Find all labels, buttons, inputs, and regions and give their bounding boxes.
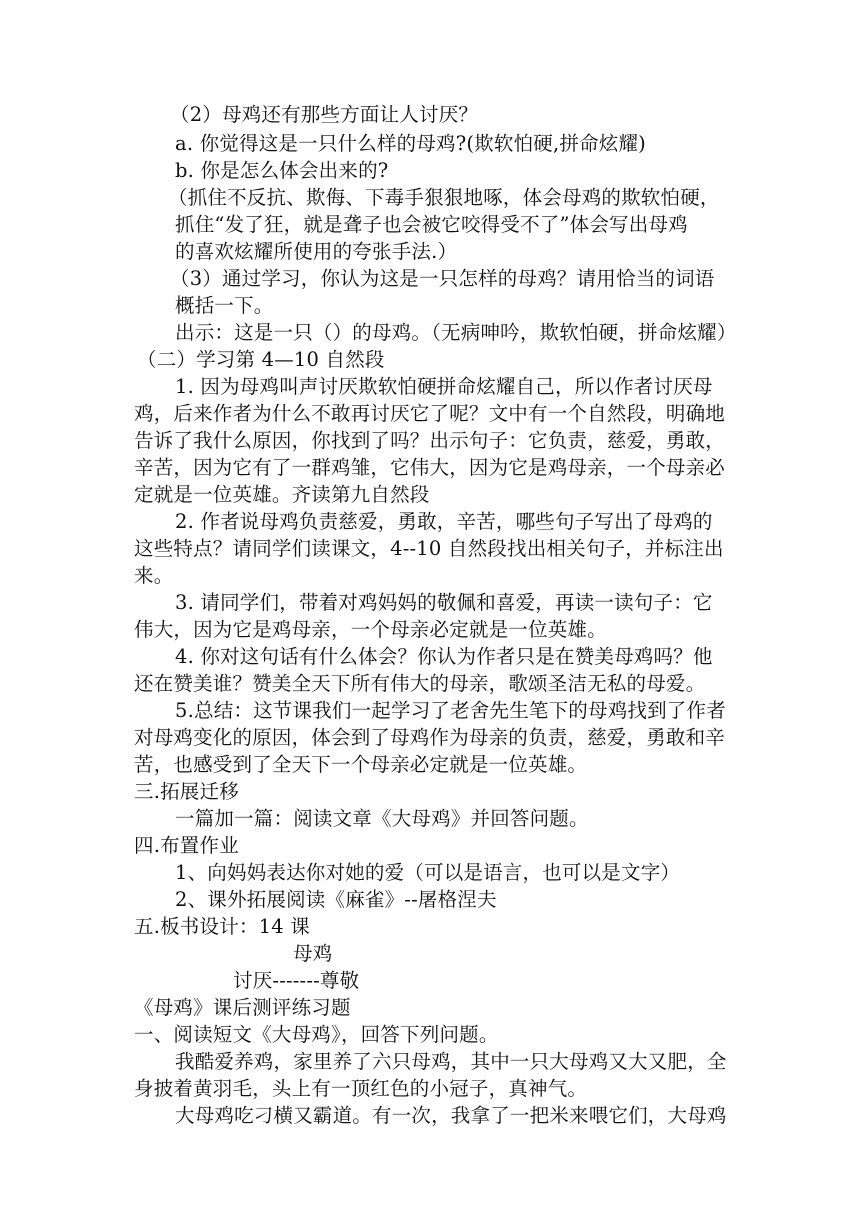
text-line: （2）母鸡还有那些方面让人讨厌？ <box>170 103 479 126</box>
text-line: 1、向妈妈表达你对她的爱（可以是语言，也可以是文字） <box>175 861 681 884</box>
section-heading: 四.布置作业 <box>134 834 239 857</box>
text-line: 1. 因为母鸡叫声讨厌欺软怕硬拼命炫耀自己，所以作者讨厌母 <box>175 375 713 398</box>
text-line: 出示：这是一只（）的母鸡。（无病呻吟，欺软怕硬，拼命炫耀） <box>175 321 737 344</box>
text-line: 这些特点？请同学们读课文，4--10 自然段找出相关句子，并标注出 <box>134 537 724 560</box>
text-line: 2. 作者说母鸡负责慈爱，勇敢，辛苦，哪些句子写出了母鸡的 <box>175 510 713 533</box>
text-line: 我酷爱养鸡，家里养了六只母鸡，其中一只大母鸡又大又肥，全 <box>175 1050 727 1073</box>
text-line: 定就是一位英雄。齐读第九自然段 <box>134 483 430 506</box>
text-line: 概括一下。 <box>175 294 274 317</box>
text-line: 5.总结：这节课我们一起学习了老舍先生笔下的母鸡找到了作者 <box>175 699 726 722</box>
text-line: 苦，也感受到了全天下一个母亲必定就是一位英雄。 <box>134 753 588 776</box>
text-line: b. 你是怎么体会出来的? <box>175 159 389 182</box>
text-line: 伟大，因为它是鸡母亲，一个母亲必定就是一位英雄。 <box>134 618 607 641</box>
text-line: 2、课外拓展阅读《麻雀》--屠格涅夫 <box>175 888 497 911</box>
text-line: 大母鸡吃刁横又霸道。有一次，我拿了一把米来喂它们，大母鸡 <box>175 1104 727 1127</box>
section-heading: 一、阅读短文《大母鸡》，回答下列问题。 <box>134 1023 499 1046</box>
text-line: a. 你觉得这是一只什么样的母鸡?(欺软怕硬,拼命炫耀) <box>175 132 646 155</box>
board-title: 母鸡 <box>293 942 333 965</box>
text-line: 的喜欢炫耀所使用的夸张手法.） <box>175 240 458 263</box>
text-line: 来。 <box>134 564 174 587</box>
exercise-title: 《母鸡》课后测评练习题 <box>134 996 351 1019</box>
board-content: 讨厌-------尊敬 <box>233 969 360 992</box>
text-line: （抓住不反抗、欺侮、下毒手狠狠地啄，体会母鸡的欺软怕硬， <box>168 186 720 209</box>
section-heading: 三.拓展迁移 <box>134 780 239 803</box>
text-line: 鸡，后来作者为什么不敢再讨厌它了呢？文中有一个自然段，明确地 <box>134 402 726 425</box>
section-heading: 五.板书设计：14 课 <box>134 915 310 938</box>
text-line: 抓住“发了狂，就是聋子也会被它咬得受不了”体会写出母鸡 <box>175 213 688 236</box>
text-line: 一篇加一篇：阅读文章《大母鸡》并回答问题。 <box>175 807 589 830</box>
text-line: 对母鸡变化的原因，体会到了母鸡作为母亲的负责，慈爱，勇敢和辛 <box>134 726 726 749</box>
text-line: （3）通过学习，你认为这是一只怎样的母鸡？请用恰当的词语 <box>170 267 715 290</box>
text-line: 还在赞美谁？赞美全天下所有伟大的母亲，歌颂圣洁无私的母爱。 <box>134 672 706 695</box>
section-heading: （二）学习第 4—10 自然段 <box>137 348 385 371</box>
text-line: 辛苦，因为它有了一群鸡雏，它伟大，因为它是鸡母亲，一个母亲必 <box>134 456 726 479</box>
text-line: 4. 你对这句话有什么体会？你认为作者只是在赞美母鸡吗？他 <box>175 645 713 668</box>
text-line: 身披着黄羽毛，头上有一顶红色的小冠子，真神气。 <box>134 1077 588 1100</box>
text-line: 告诉了我什么原因，你找到了吗？出示句子：它负责，慈爱，勇敢， <box>134 429 726 452</box>
text-line: 3. 请同学们，带着对鸡妈妈的敬佩和喜爱，再读一读句子：它 <box>175 591 713 614</box>
